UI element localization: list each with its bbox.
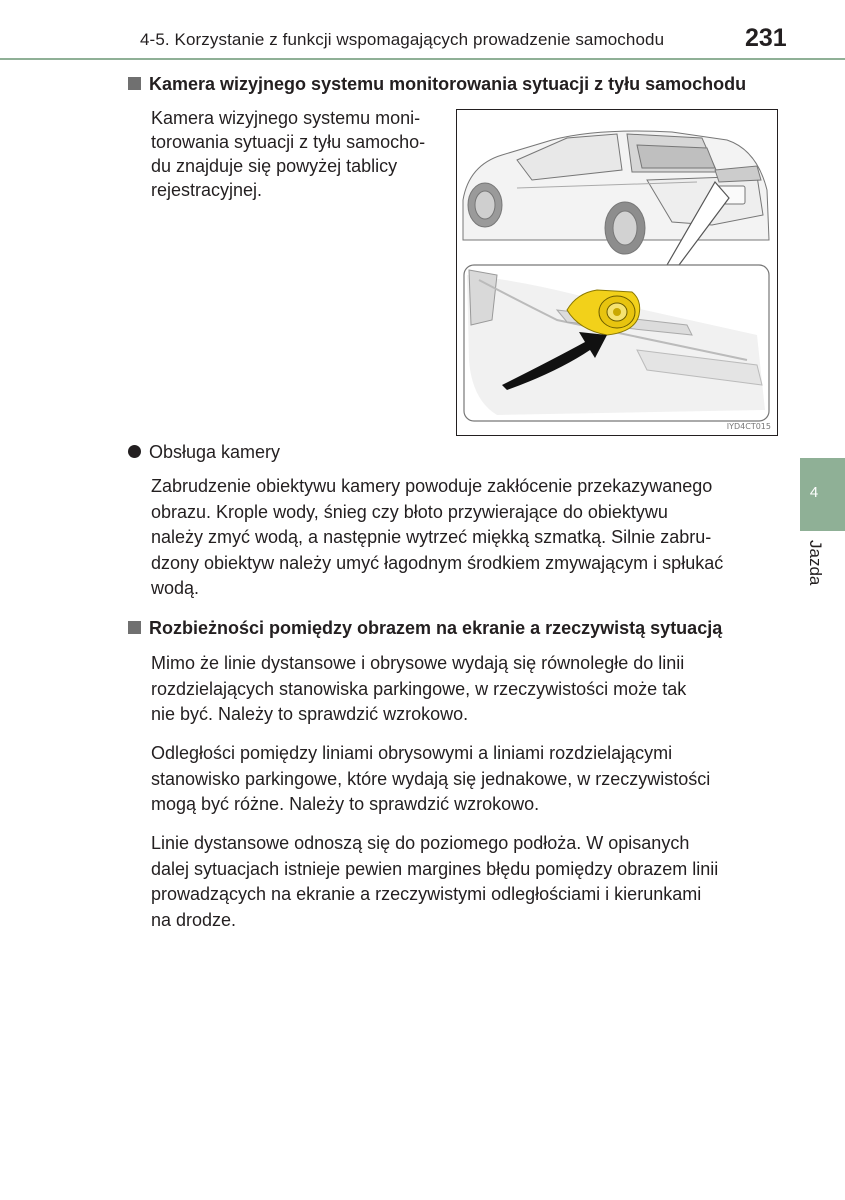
- text-line: rozdzielających stanowiska parkingowe, w rzeczywistości może tak: [151, 678, 687, 699]
- chapter-label-text: Jazda: [806, 540, 825, 586]
- section-heading-text: Kamera wizyjnego systemu monitorowania sytuacji z tyłu samochodu: [149, 74, 747, 94]
- bullet-title: Obsługa kamery: [149, 442, 281, 462]
- page-header: [0, 0, 845, 60]
- text-line: nie być. Należy to sprawdzić wzrokowo.: [151, 704, 469, 724]
- camera-closeup: [464, 265, 769, 421]
- text-line: Zabrudzenie obiektywu kamery powoduje zakłócenie przekazywanego: [151, 476, 713, 496]
- text-line: obrazu. Krople wody, śnieg czy błoto przywierające do obiektywu: [151, 501, 668, 522]
- discrepancy-paragraph-2: [151, 741, 778, 818]
- section-heading-camera: [128, 74, 746, 95]
- chapter-label: [801, 540, 829, 600]
- chapter-number: 4: [809, 484, 819, 501]
- text-line: na drodze.: [151, 909, 237, 930]
- car-illustration: [457, 110, 776, 434]
- camera-location-text: [151, 106, 443, 202]
- discrepancy-paragraph-1: [151, 651, 778, 728]
- text-line: mogą być różne. Należy to sprawdzić wzrokowo.: [151, 794, 540, 814]
- text-line: Odległości pomiędzy liniami obrysowymi a liniami rozdzielającymi: [151, 743, 673, 763]
- camera-care-paragraph: [151, 474, 778, 602]
- text-line: prowadzących na ekranie a rzeczywistymi odległościami i kierunkami: [151, 884, 702, 904]
- discrepancy-paragraph-3: [151, 831, 778, 933]
- text-line: torowania sytuacji z tyłu samocho-: [151, 132, 426, 152]
- figure-code: IYD4CT015: [726, 422, 771, 431]
- section-heading-discrepancies: [128, 618, 722, 639]
- round-bullet-icon: [128, 445, 141, 458]
- text-line: Kamera wizyjnego systemu moni-: [151, 108, 421, 128]
- text-line: rejestracyjnej.: [151, 180, 263, 200]
- text-line: stanowisko parkingowe, które wydają się jednakowe, w rzeczywistości: [151, 768, 711, 789]
- text-line: dalej sytuacjach istnieje pewien margines błędu pomiędzy obrazem linii: [151, 858, 719, 879]
- text-line: należy zmyć wodą, a następnie wytrzeć miękką szmatką. Silnie zabru-: [151, 527, 712, 547]
- text-line: wodą.: [151, 578, 200, 598]
- text-line: du znajduje się powyżej tablicy: [151, 156, 398, 176]
- text-line: Mimo że linie dystansowe i obrysowe wydają się równoległe do linii: [151, 653, 685, 673]
- bullet-camera-care: [128, 442, 280, 463]
- chapter-tab: [800, 458, 845, 531]
- square-bullet-icon: [128, 77, 141, 90]
- text-line: dzony obiektyw należy umyć łagodnym środkiem zmywającym i spłukać: [151, 552, 724, 573]
- square-bullet-icon: [128, 621, 141, 634]
- chapter-title: 4-5. Korzystanie z funkcji wspomagających prowadzenie samochodu: [140, 30, 665, 49]
- page-number: 231: [745, 24, 787, 52]
- section-heading-text: Rozbieżności pomiędzy obrazem na ekranie a rzeczywistą sytuacją: [149, 618, 723, 638]
- text-line: Linie dystansowe odnoszą się do poziomego podłoża. W opisanych: [151, 833, 690, 853]
- camera-location-figure: [456, 109, 778, 436]
- header-divider: [0, 58, 845, 60]
